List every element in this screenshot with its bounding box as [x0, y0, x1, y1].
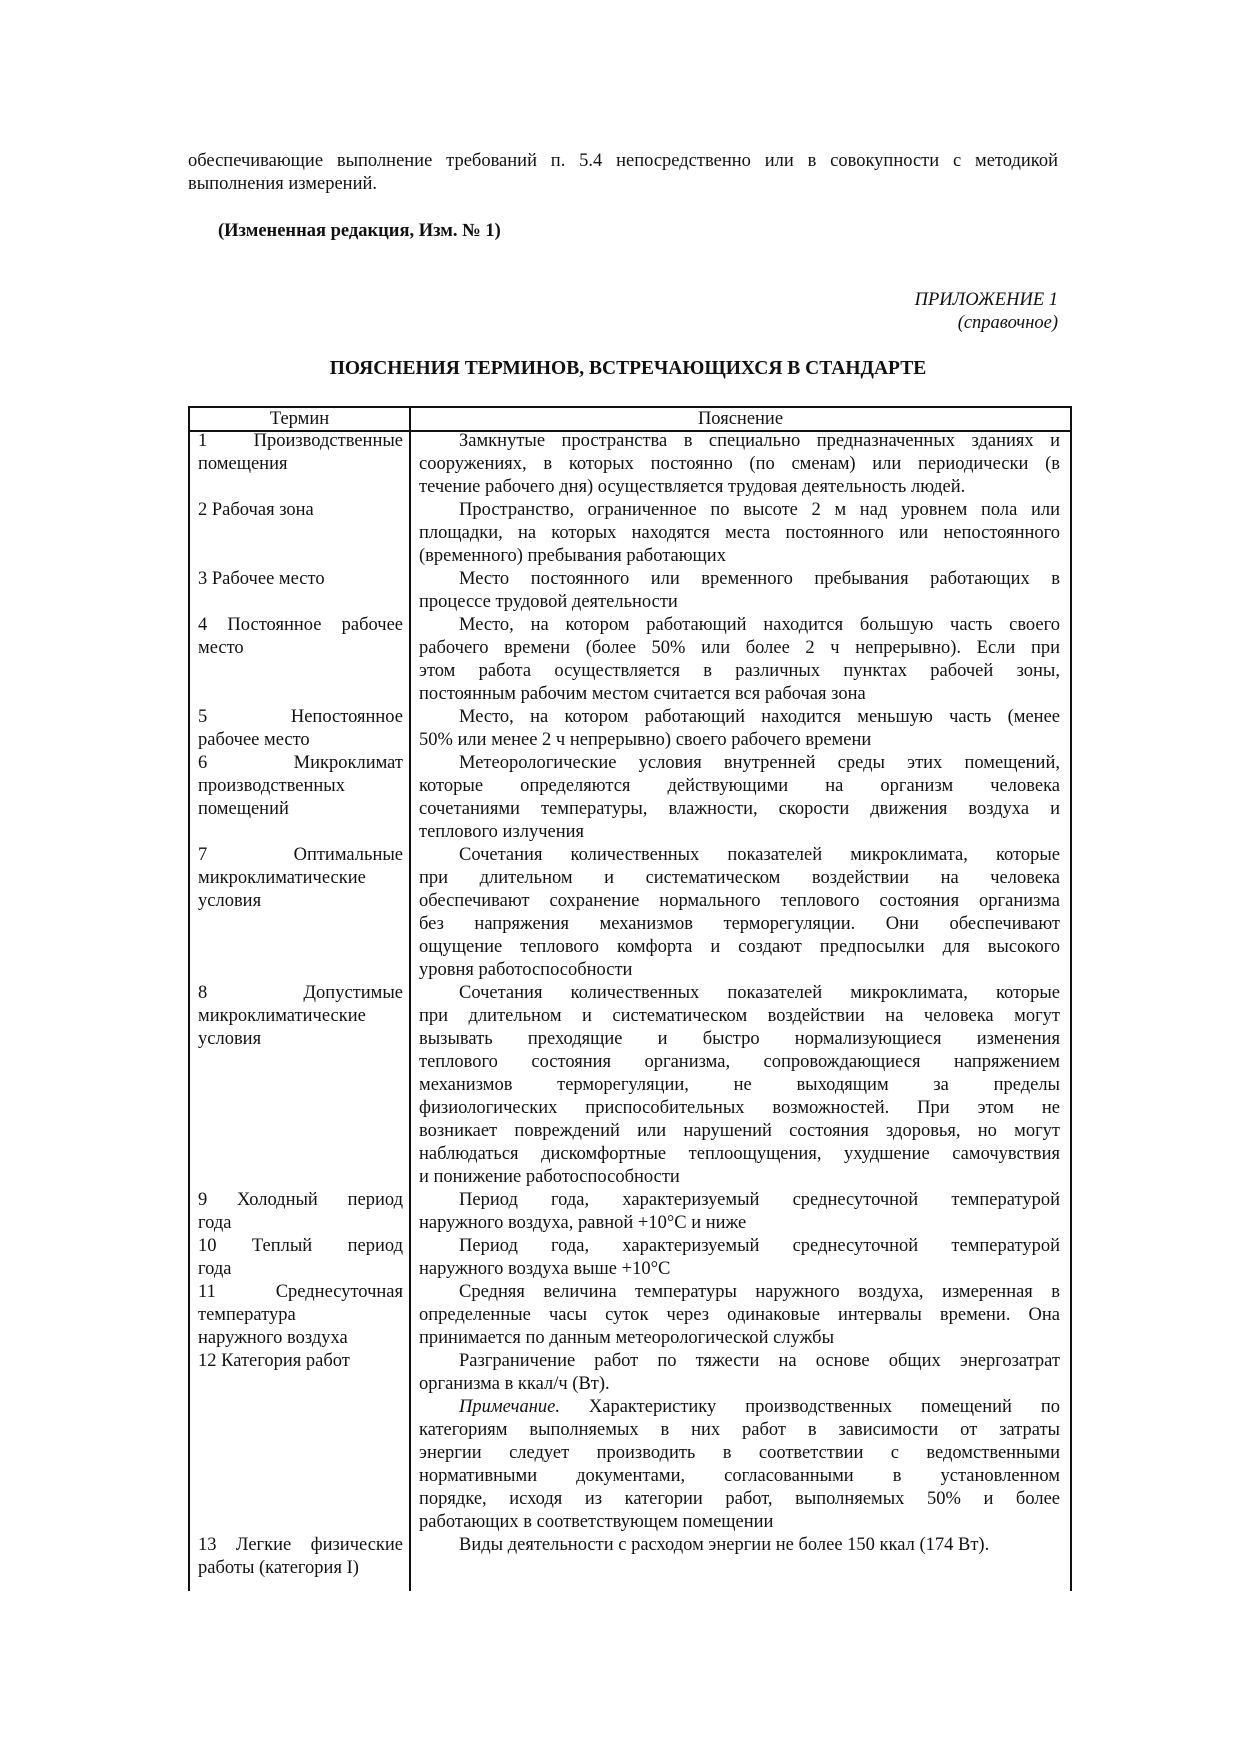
- table-header: [190, 406, 1070, 432]
- explanation-cell: [411, 568, 1070, 614]
- explanation-line: теплового излучения: [419, 822, 585, 842]
- explanation-line: Сочетания количественных показателей микроклимата, которые: [459, 983, 1060, 1003]
- term-line: 11 Среднесуточная: [198, 1282, 403, 1302]
- term-cell: [190, 499, 411, 568]
- table-row: [190, 752, 1070, 844]
- explanation-cell: [411, 982, 1070, 1189]
- term-line: 9 Холодный период: [198, 1190, 403, 1210]
- explanation-line: сооружениях, в которых постоянно (по сменам) или периодически (в: [419, 454, 1060, 474]
- term-line: года: [198, 1259, 232, 1279]
- term-line: условия: [198, 1029, 262, 1049]
- term-line: работы (категория I): [198, 1558, 359, 1578]
- table-row: [190, 499, 1070, 568]
- explanation-line: Виды деятельности с расходом энергии не более 150 ккал (174 Вт).: [459, 1535, 990, 1555]
- explanation-line: теплового состояния организма, сопровождающиеся напряжением: [419, 1052, 1060, 1072]
- explanation-line: энергии следует производить в соответствии с ведомственными: [419, 1443, 1060, 1463]
- term-cell: [190, 430, 411, 499]
- term-line: 7 Оптимальные: [198, 845, 403, 865]
- term-cell: [190, 1534, 411, 1580]
- term-cell: [190, 1235, 411, 1281]
- explanation-cell: [411, 430, 1070, 499]
- term-line: 8 Допустимые: [198, 983, 403, 1003]
- explanation-line: Период года, характеризуемый среднесуточной температурой: [459, 1190, 1060, 1210]
- table-body: [190, 430, 1070, 1591]
- terms-table: [188, 406, 1072, 1591]
- explanation-line: процессе трудовой деятельности: [419, 592, 678, 612]
- explanation-line: без напряжения механизмов терморегуляции. Они обеспечивают: [419, 914, 1060, 934]
- explanation-cell: [411, 1534, 1070, 1580]
- explanation-line: наружного воздуха выше +10°С: [419, 1259, 671, 1279]
- explanation-cell: [411, 499, 1070, 568]
- table-row: [190, 1534, 1070, 1580]
- explanation-line: Сочетания количественных показателей микроклимата, которые: [459, 845, 1060, 865]
- explanation-line: Средняя величина температуры наружного воздуха, измеренная в: [459, 1282, 1060, 1302]
- term-line: года: [198, 1213, 232, 1233]
- table-row: [190, 568, 1070, 614]
- explanation-line: возникает повреждений или нарушений состояния здоровья, но могут: [419, 1121, 1060, 1141]
- explanation-line: Место постоянного или временного пребывания работающих в: [459, 569, 1060, 589]
- term-line: 6 Микроклимат: [198, 753, 403, 773]
- term-line: 5 Непостоянное: [198, 707, 403, 727]
- table-row: [190, 982, 1070, 1189]
- explanation-line: Период года, характеризуемый среднесуточной температурой: [459, 1236, 1060, 1256]
- term-line: температура: [198, 1305, 296, 1325]
- explanation-line: механизмов терморегуляции, не выходящим за пределы: [419, 1075, 1060, 1095]
- explanation-line: категориям выполняемых в них работ в зависимости от затраты: [419, 1420, 1060, 1440]
- term-line: 3 Рабочее место: [198, 569, 325, 589]
- explanation-line: Пространство, ограниченное по высоте 2 м над уровнем пола или: [459, 500, 1060, 520]
- term-cell: [190, 568, 411, 614]
- explanation-line: вызывать преходящие и быстро нормализующиеся изменения: [419, 1029, 1060, 1049]
- header-term: Термин: [190, 408, 411, 430]
- explanation-line: порядке, исходя из категории работ, выполняемых 50% и более: [419, 1489, 1060, 1509]
- table-row: [190, 1189, 1070, 1235]
- explanation-line: наблюдаться дискомфортные теплоощущения, ухудшение самочувствия: [419, 1144, 1060, 1164]
- term-cell: [190, 844, 411, 982]
- explanation-line: течение рабочего дня) осуществляется трудовая деятельность людей.: [419, 477, 966, 497]
- explanation-line: при длительном и систематическом воздействии на человека могут: [419, 1006, 1060, 1026]
- explanation-cell: [411, 1189, 1070, 1235]
- explanation-line: 50% или менее 2 ч непрерывно) своего рабочего времени: [419, 730, 872, 750]
- appendix-heading: [915, 289, 1058, 335]
- explanation-cell: [411, 1235, 1070, 1281]
- term-line: 12 Категория работ: [198, 1351, 350, 1371]
- note-label: Примечание.: [459, 1397, 560, 1417]
- column-divider: [409, 430, 411, 1591]
- term-line: микроклиматические: [198, 868, 366, 888]
- explanation-cell: [411, 844, 1070, 982]
- term-line: наружного воздуха: [198, 1328, 348, 1348]
- term-line: 13 Легкие физические: [198, 1535, 403, 1555]
- explanation-line: Разграничение работ по тяжести на основе общих энергозатрат: [459, 1351, 1060, 1371]
- explanation-line: обеспечивают сохранение нормального теплового состояния организма: [419, 891, 1060, 911]
- explanation-line: постоянным рабочим местом считается вся рабочая зона: [419, 684, 866, 704]
- explanation-line: этом работа осуществляется в различных пунктах рабочей зоны,: [419, 661, 1060, 681]
- explanation-cell: [411, 1281, 1070, 1350]
- explanation-line: организма в ккал/ч (Вт).: [419, 1374, 610, 1394]
- explanation-cell: [411, 706, 1070, 752]
- term-line: помещений: [198, 799, 289, 819]
- explanation-line: Место, на котором работающий находится меньшую часть (менее: [459, 707, 1060, 727]
- explanation-line: которые определяются действующими на организм человека: [419, 776, 1060, 796]
- term-cell: [190, 1350, 411, 1534]
- explanation-line: физиологических приспособительных возможностей. При этом не: [419, 1098, 1060, 1118]
- explanation-line: Примечание. Характеристику производственных помещений по: [459, 1397, 1060, 1417]
- table-row: [190, 614, 1070, 706]
- term-line: 10 Теплый период: [198, 1236, 403, 1256]
- table-row: [190, 706, 1070, 752]
- explanation-line: принимается по данным метеорологической службы: [419, 1328, 835, 1348]
- term-line: место: [198, 638, 244, 658]
- term-line: производственных: [198, 776, 345, 796]
- explanation-line: и понижение работоспособности: [419, 1167, 680, 1187]
- term-cell: [190, 1189, 411, 1235]
- term-cell: [190, 614, 411, 706]
- explanation-line: уровня работоспособности: [419, 960, 633, 980]
- explanation-cell: [411, 752, 1070, 844]
- explanation-line: наружного воздуха, равной +10°С и ниже: [419, 1213, 747, 1233]
- table-row: [190, 430, 1070, 499]
- explanation-cell: [411, 614, 1070, 706]
- header-explanation: Пояснение: [697, 409, 784, 429]
- page-title: ПОЯСНЕНИЯ ТЕРМИНОВ, ВСТРЕЧАЮЩИХСЯ В СТАНДАРТЕ: [329, 358, 927, 379]
- term-line: 4 Постоянное рабочее: [198, 615, 403, 635]
- explanation-line: Замкнутые пространства в специально предназначенных зданиях и: [459, 431, 1060, 451]
- table-row: [190, 1235, 1070, 1281]
- explanation-cell: [411, 1350, 1070, 1534]
- explanation-line: нормативными документами, согласованными в установленном: [419, 1466, 1060, 1486]
- explanation-line: при длительном и систематическом воздействии на человека: [419, 868, 1060, 888]
- term-cell: [190, 1281, 411, 1350]
- term-cell: [190, 752, 411, 844]
- explanation-line: рабочего времени (более 50% или более 2 ч непрерывно). Если при: [419, 638, 1060, 658]
- explanation-line: Метеорологические условия внутренней среды этих помещений,: [459, 753, 1060, 773]
- term-cell: [190, 982, 411, 1189]
- intro-line: выполнения измерений.: [188, 174, 378, 194]
- appendix-label: ПРИЛОЖЕНИЕ 1: [914, 290, 1058, 310]
- term-line: 1 Производственные: [198, 431, 403, 451]
- appendix-type: (справочное): [957, 313, 1058, 333]
- explanation-line: площадки, на которых находятся места постоянного или непостоянного: [419, 523, 1060, 543]
- explanation-line: сочетаниями температуры, влажности, скорости движения воздуха и: [419, 799, 1060, 819]
- table-row: [190, 1281, 1070, 1350]
- explanation-line: определенные часы суток через одинаковые интервалы времени. Она: [419, 1305, 1060, 1325]
- explanation-line: работающих в соответствующем помещении: [419, 1512, 774, 1532]
- term-line: помещения: [198, 454, 288, 474]
- table-row: [190, 844, 1070, 982]
- term-line: рабочее место: [198, 730, 310, 750]
- intro-paragraph: [188, 150, 1058, 196]
- explanation-line: ощущение теплового комфорта и создают предпосылки для высокого: [419, 937, 1060, 957]
- table-row: [190, 1350, 1070, 1534]
- term-line: микроклиматические: [198, 1006, 366, 1026]
- explanation-line: (временного) пребывания работающих: [419, 546, 726, 566]
- term-line: 2 Рабочая зона: [198, 500, 314, 520]
- term-cell: [190, 706, 411, 752]
- amendment-note: (Измененная редакция, Изм. № 1): [218, 221, 501, 241]
- explanation-line: Место, на котором работающий находится большую часть своего: [459, 615, 1060, 635]
- intro-line: обеспечивающие выполнение требований п. 5.4 непосредственно или в совокупности с методикой: [188, 151, 1058, 171]
- term-line: условия: [198, 891, 262, 911]
